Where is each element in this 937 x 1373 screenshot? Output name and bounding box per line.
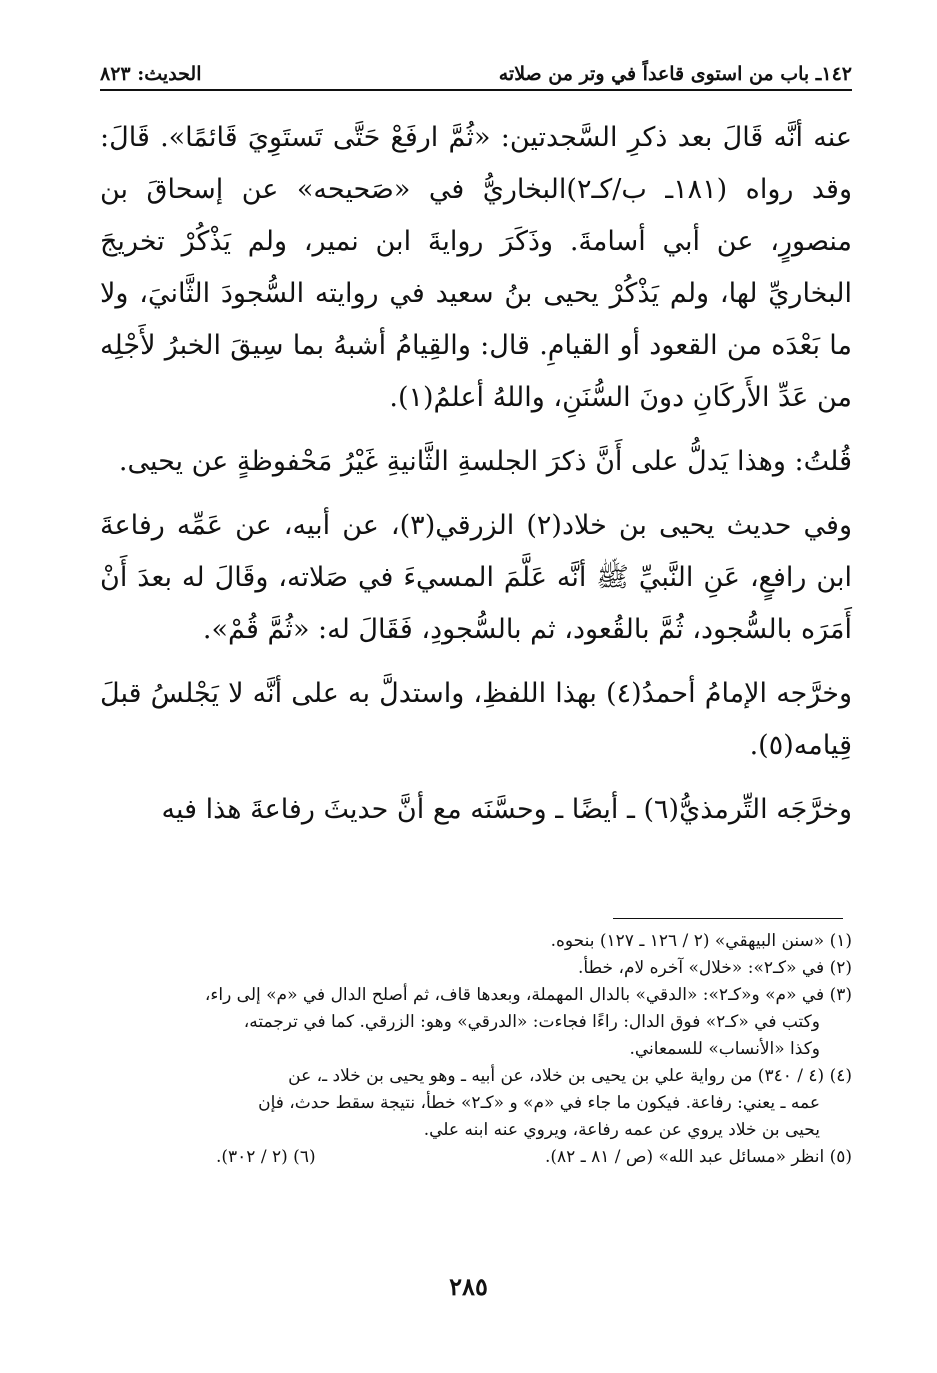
main-text <box>100 112 852 836</box>
chapter-title: ١٤٢ـ باب من استوى قاعداً في وتر من صلاته <box>498 63 852 85</box>
footnote-2: (٢) في «كـ٢»: «خلال» آخره لام، خطأ. <box>578 958 852 978</box>
paragraph: وفي حديث يحيى بن خلاد(٢) الزرقي(٣)، عن أبيه، عن عَمِّه رفاعةَ ابن رافعٍ، عَنِ النَّبيِّ ﷺ أنَّه عَلَّمَ المسيءَ في صَلاته، وقَالَ له بعدَ أَنْ أَمَرَه بالسُّجود، ثُمَّ بالقُعود، ثم بالسُّجودِ، فَقَالَ له: «ثُمَّ قُمْ». <box>100 510 852 645</box>
footnote-5: (٥) انظر «مسائل عبد الله» (ص / ٨١ ـ ٨٢). <box>544 1147 852 1167</box>
footnote-4-continued: يحيى بن خلاد يروي عن عمه رفاعة، ويروي عنه ابنه علي. <box>423 1120 820 1140</box>
footnote-3-continued: وكذا «الأنساب» للسمعاني. <box>629 1039 820 1059</box>
paragraph: وخرَّجه الإمامُ أحمدُ(٤) بهذا اللفظِ، واستدلَّ به على أنَّه لا يَجْلسُ قبلَ قِيامه(٥). <box>100 678 852 761</box>
running-header <box>100 55 852 91</box>
footnote-3-continued: وكتب في «كـ٢» فوق الدال: راءًا فجاءت: «الدرقي» وهو: الزرقي. كما في ترجمته، <box>243 1012 820 1032</box>
hadith-number: الحديث: ٨٢٣ <box>100 63 202 85</box>
footnote-1: (١) «سنن البيهقي» (٢ / ١٢٦ ـ ١٢٧) بنحوه. <box>550 931 852 951</box>
footnote-divider <box>613 918 843 919</box>
footnote-6: (٦) (٢ / ٣٠٢). <box>216 1147 316 1167</box>
page-number: ٢٨٥ <box>449 1272 488 1301</box>
footnote-4-continued: عمه ـ يعني: رفاعة. فيكون ما جاء في «م» و «كـ٢» خطأ، نتيجة سقط حدث، فإن <box>258 1093 820 1113</box>
paragraph: قُلتُ: وهذا يَدلُّ على أَنَّ ذكرَ الجلسةِ الثَّانيةِ غَيْرُ مَحْفوظةٍ عن يحيى. <box>118 446 852 477</box>
footnotes <box>96 928 852 1171</box>
footnote-row-5-6 <box>96 1144 852 1171</box>
footnote-4: (٤) (٤ / ٣٤٠) من رواية علي بن يحيى بن خلاد، عن أبيه ـ وهو يحيى بن خلاد ـ، عن <box>288 1066 852 1086</box>
paragraph: عنه أنَّه قَالَ بعد ذكرِ السَّجدتين: «ثُمَّ ارفَعْ حَتَّى تَستَوِيَ قَائمًا». قَالَ: وقد رواه (١٨١ـ ب/كـ٢)البخاريُّ في «صَحيحه» عن إسحاقَ بن منصورٍ، عن أبي أسامةَ. وذَكَرَ روايةَ ابن نمير، ولم يَذْكُرْ تخريجَ البخاريِّ لها، ولم يَذْكُرْ يحيى بنُ سعيد في روايته السُّجودَ الثَّانيَ، ولا ما بَعْدَه من القعود أو القيامِ. قال: والقِيامُ أشبهُ بما سِيقَ الخبرُ لأَجْلِه من عَدِّ الأَركَانِ دونَ السُّنَنِ، واللهُ أعلمُ(١). <box>100 122 852 413</box>
paragraph: وخرَّجَه التِّرمذيُّ(٦) ـ أيضًا ـ وحسَّنَه مع أنَّ حديثَ رفاعةَ هذا فيه <box>161 794 852 825</box>
footnote-3: (٣) في «م» و«كـ٢»: «الدقي» بالدال المهملة، وبعدها قاف، ثم أصلح الدال في «م» إلى راء، <box>204 985 852 1005</box>
